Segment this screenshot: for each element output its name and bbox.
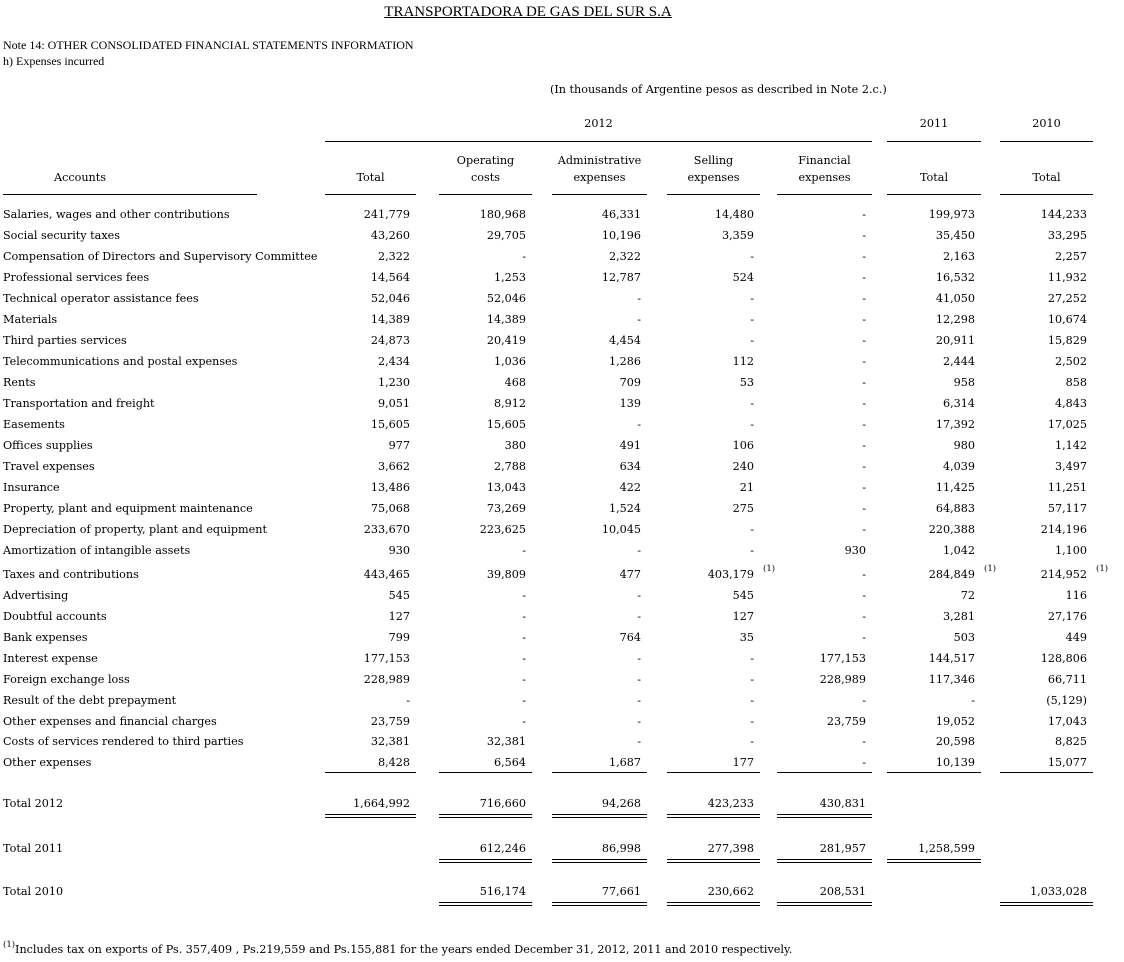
table-cell: - — [637, 610, 641, 623]
subtotal-rule-4 — [777, 772, 872, 773]
table-cell: - — [750, 397, 754, 410]
rule-2010 — [1000, 141, 1093, 142]
table-cell: - — [862, 756, 866, 769]
row-label: Salaries, wages and other contributions — [3, 208, 230, 221]
table-cell: - — [862, 355, 866, 368]
table-cell: - — [862, 271, 866, 284]
header-rule-3 — [667, 194, 760, 195]
table-cell: 4,843 — [1054, 397, 1087, 410]
table-cell: - — [862, 418, 866, 431]
table-cell: 117,346 — [928, 673, 975, 686]
subtotal-rule-2 — [552, 772, 647, 773]
table-cell: 930 — [388, 544, 410, 557]
table-cell: 233,670 — [363, 523, 410, 536]
subtotal-rule-5 — [887, 772, 981, 773]
total-cell: 1,258,599 — [918, 842, 975, 855]
table-cell: 17,392 — [935, 418, 975, 431]
row-label: Third parties services — [3, 334, 127, 347]
row-label: Advertising — [3, 589, 69, 602]
table-cell: 73,269 — [486, 502, 526, 515]
table-cell: 858 — [1065, 376, 1087, 389]
table-cell: 958 — [953, 376, 975, 389]
table-cell: - — [750, 694, 754, 707]
header-rule-5 — [887, 194, 981, 195]
total-double-rule — [1000, 902, 1093, 906]
table-cell: 4,454 — [608, 334, 641, 347]
table-cell: 17,025 — [1047, 418, 1087, 431]
table-cell: 980 — [953, 439, 975, 452]
footnote-text: Includes tax on exports of Ps. 357,409 , Ps.219,559 and Ps.155,881 for the years ended December 31, 2012, 2011 and 2010 respectively. — [15, 943, 793, 956]
table-cell: 228,989 — [363, 673, 410, 686]
table-cell: 275 — [732, 502, 754, 515]
table-cell: 545 — [388, 589, 410, 602]
table-cell: 35 — [739, 631, 754, 644]
table-cell: 1,253 — [493, 271, 526, 284]
total-double-rule — [667, 814, 760, 818]
row-label: Doubtful accounts — [3, 610, 107, 623]
table-cell: - — [862, 250, 866, 263]
footnote-marker: (1) — [3, 940, 16, 950]
row-label: Travel expenses — [3, 460, 95, 473]
table-cell: - — [862, 313, 866, 326]
table-cell: 32,381 — [370, 735, 410, 748]
table-cell: - — [750, 250, 754, 263]
table-cell: - — [522, 694, 526, 707]
table-cell: 72 — [960, 589, 975, 602]
footnote-ref: (1) — [984, 564, 997, 574]
table-cell: 524 — [732, 271, 754, 284]
table-cell: - — [637, 418, 641, 431]
table-cell: - — [637, 313, 641, 326]
total-cell: 281,957 — [819, 842, 866, 855]
table-cell: 39,809 — [486, 568, 526, 581]
table-cell: 4,039 — [942, 460, 975, 473]
table-cell: - — [522, 715, 526, 728]
table-cell: 764 — [619, 631, 641, 644]
table-cell: - — [971, 694, 975, 707]
table-cell: 6,564 — [493, 756, 526, 769]
rule-accounts — [3, 194, 257, 195]
table-cell: 32,381 — [486, 735, 526, 748]
table-cell: 2,322 — [377, 250, 410, 263]
table-cell: - — [522, 544, 526, 557]
table-cell: 199,973 — [928, 208, 975, 221]
table-cell: 24,873 — [370, 334, 410, 347]
row-label: Offices supplies — [3, 439, 93, 452]
table-cell: 1,100 — [1054, 544, 1087, 557]
year-header-2010: 2010 — [1032, 117, 1061, 130]
table-cell: 144,517 — [928, 652, 975, 665]
row-label: Property, plant and equipment maintenance — [3, 502, 253, 515]
table-cell: 139 — [619, 397, 641, 410]
table-cell: 634 — [619, 460, 641, 473]
table-cell: 1,042 — [942, 544, 975, 557]
table-cell: 127 — [388, 610, 410, 623]
table-cell: 20,911 — [935, 334, 975, 347]
table-cell: 116 — [1065, 589, 1087, 602]
table-cell: 1,142 — [1054, 439, 1087, 452]
table-cell: 1,286 — [608, 355, 641, 368]
table-cell: 41,050 — [935, 292, 975, 305]
table-cell: 127 — [732, 610, 754, 623]
table-cell: 3,497 — [1054, 460, 1087, 473]
column-header-3: Selling — [693, 154, 734, 167]
table-cell: 2,434 — [377, 355, 410, 368]
total-double-rule — [325, 814, 416, 818]
table-cell: 422 — [619, 481, 641, 494]
table-cell: 144,233 — [1040, 208, 1087, 221]
table-cell: 177,153 — [819, 652, 866, 665]
table-cell: 9,051 — [377, 397, 410, 410]
column-header-0: Total — [356, 171, 385, 184]
table-cell: - — [750, 292, 754, 305]
table-cell: - — [522, 652, 526, 665]
table-cell: - — [637, 292, 641, 305]
table-cell: - — [750, 313, 754, 326]
subtotal-rule-0 — [325, 772, 416, 773]
column-header-1: costs — [471, 171, 500, 184]
table-cell: 46,331 — [601, 208, 641, 221]
row-label: Foreign exchange loss — [3, 673, 130, 686]
table-cell: 19,052 — [935, 715, 975, 728]
table-cell: - — [750, 673, 754, 686]
total-double-rule — [552, 814, 647, 818]
table-cell: 8,428 — [377, 756, 410, 769]
table-cell: 223,625 — [479, 523, 526, 536]
table-cell: 16,532 — [935, 271, 975, 284]
table-cell: - — [862, 376, 866, 389]
table-cell: - — [637, 735, 641, 748]
table-cell: 53 — [739, 376, 754, 389]
total-cell: 208,531 — [819, 885, 866, 898]
row-label: Interest expense — [3, 652, 98, 665]
table-cell: 112 — [732, 355, 754, 368]
table-cell: 13,486 — [370, 481, 410, 494]
table-cell: - — [862, 502, 866, 515]
table-cell: - — [522, 631, 526, 644]
subtotal-rule-6 — [1000, 772, 1093, 773]
total-label: Total 2012 — [3, 797, 64, 810]
table-cell: 52,046 — [370, 292, 410, 305]
total-cell: 430,831 — [819, 797, 866, 810]
total-double-rule — [777, 814, 872, 818]
table-cell: 177 — [732, 756, 754, 769]
subtotal-rule-3 — [667, 772, 760, 773]
table-cell: 23,759 — [826, 715, 866, 728]
table-cell: 20,598 — [935, 735, 975, 748]
table-cell: 214,952 — [1040, 568, 1087, 581]
row-label: Depreciation of property, plant and equipment — [3, 523, 267, 536]
column-header-5: Total — [919, 171, 949, 184]
table-cell: - — [750, 544, 754, 557]
total-cell: 716,660 — [479, 797, 526, 810]
total-cell: 516,174 — [479, 885, 526, 898]
table-cell: 2,502 — [1054, 355, 1087, 368]
table-cell: 17,043 — [1047, 715, 1087, 728]
row-label: Bank expenses — [3, 631, 88, 644]
table-cell: 15,077 — [1047, 756, 1087, 769]
rule-2011 — [887, 141, 981, 142]
table-cell: 545 — [732, 589, 754, 602]
table-cell: 35,450 — [935, 229, 975, 242]
table-cell: 10,045 — [601, 523, 641, 536]
table-cell: 380 — [504, 439, 526, 452]
table-cell: 14,389 — [370, 313, 410, 326]
table-cell: - — [637, 544, 641, 557]
table-cell: - — [862, 208, 866, 221]
table-cell: 2,322 — [608, 250, 641, 263]
row-label: Rents — [3, 376, 36, 389]
table-cell: 2,163 — [942, 250, 975, 263]
table-cell: - — [862, 397, 866, 410]
table-cell: 23,759 — [370, 715, 410, 728]
table-cell: 468 — [504, 376, 526, 389]
table-cell: - — [750, 735, 754, 748]
row-label: Result of the debt prepayment — [3, 694, 177, 707]
table-cell: 21 — [739, 481, 754, 494]
subtotal-rule-1 — [439, 772, 532, 773]
table-cell: 14,389 — [486, 313, 526, 326]
total-double-rule — [439, 902, 532, 906]
table-cell: - — [750, 715, 754, 728]
table-cell: - — [862, 610, 866, 623]
table-cell: 228,989 — [819, 673, 866, 686]
table-cell: 443,465 — [363, 568, 410, 581]
row-label: Costs of services rendered to third parties — [3, 735, 244, 748]
table-cell: 13,043 — [486, 481, 526, 494]
table-cell: - — [862, 568, 866, 581]
table-cell: - — [862, 735, 866, 748]
table-cell: - — [637, 673, 641, 686]
total-cell: 612,246 — [479, 842, 526, 855]
note-title: Note 14: OTHER CONSOLIDATED FINANCIAL STATEMENTS INFORMATION — [3, 38, 414, 52]
column-header-4: expenses — [798, 171, 851, 184]
table-cell: - — [862, 292, 866, 305]
total-cell: 230,662 — [707, 885, 754, 898]
table-cell: - — [862, 460, 866, 473]
total-cell: 1,033,028 — [1030, 885, 1087, 898]
table-cell: 27,176 — [1047, 610, 1087, 623]
table-cell: 12,787 — [601, 271, 641, 284]
row-label: Easements — [3, 418, 65, 431]
table-cell: 3,359 — [721, 229, 754, 242]
table-cell: - — [862, 523, 866, 536]
column-header-6: Total — [1032, 171, 1061, 184]
column-header-2: expenses — [573, 171, 626, 184]
table-cell: 57,117 — [1047, 502, 1087, 515]
table-cell: 15,605 — [486, 418, 526, 431]
table-cell: 241,779 — [363, 208, 410, 221]
table-cell: - — [750, 523, 754, 536]
table-cell: 14,480 — [714, 208, 754, 221]
row-label: Insurance — [3, 481, 60, 494]
total-cell: 86,998 — [601, 842, 641, 855]
table-cell: 1,230 — [377, 376, 410, 389]
table-cell: 64,883 — [935, 502, 975, 515]
table-cell: 15,829 — [1047, 334, 1087, 347]
year-header-2012: 2012 — [584, 117, 613, 130]
table-cell: - — [637, 694, 641, 707]
table-cell: - — [637, 589, 641, 602]
table-cell: 75,068 — [370, 502, 410, 515]
table-cell: 66,711 — [1047, 673, 1087, 686]
table-cell: 43,260 — [370, 229, 410, 242]
row-label: Telecommunications and postal expenses — [3, 355, 238, 368]
table-cell: 27,252 — [1047, 292, 1087, 305]
table-cell: 14,564 — [370, 271, 410, 284]
table-cell: 240 — [732, 460, 754, 473]
footnote-ref: (1) — [763, 564, 776, 574]
table-cell: - — [862, 439, 866, 452]
header-rule-1 — [439, 194, 532, 195]
table-cell: 15,605 — [370, 418, 410, 431]
table-cell: 10,139 — [935, 756, 975, 769]
year-header-2011: 2011 — [919, 117, 949, 130]
note-subtitle: h) Expenses incurred — [3, 54, 105, 68]
table-cell: 10,196 — [601, 229, 641, 242]
total-double-rule — [439, 814, 532, 818]
table-cell: 29,705 — [486, 229, 526, 242]
total-cell: 423,233 — [707, 797, 754, 810]
column-header-3: expenses — [687, 171, 740, 184]
table-cell: 106 — [732, 439, 754, 452]
table-cell: 180,968 — [479, 208, 526, 221]
table-cell: 799 — [388, 631, 410, 644]
total-cell: 1,664,992 — [353, 797, 410, 810]
table-cell: 2,444 — [942, 355, 975, 368]
table-cell: 8,912 — [493, 397, 526, 410]
table-cell: 52,046 — [486, 292, 526, 305]
total-label: Total 2011 — [3, 842, 64, 855]
table-cell: 33,295 — [1047, 229, 1087, 242]
table-cell: 20,419 — [486, 334, 526, 347]
row-label: Professional services fees — [3, 271, 150, 284]
total-double-rule — [887, 859, 981, 863]
table-cell: 477 — [619, 568, 641, 581]
table-cell: - — [637, 652, 641, 665]
table-cell: 11,251 — [1047, 481, 1087, 494]
total-cell: 94,268 — [601, 797, 641, 810]
accounts-header: Accounts — [54, 171, 106, 184]
column-header-4: Financial — [798, 154, 851, 167]
table-cell: 6,314 — [942, 397, 975, 410]
header-rule-0 — [325, 194, 416, 195]
table-cell: - — [406, 694, 410, 707]
total-double-rule — [552, 902, 647, 906]
total-double-rule — [552, 859, 647, 863]
table-cell: 2,788 — [493, 460, 526, 473]
table-cell: - — [862, 334, 866, 347]
table-cell: 1,524 — [608, 502, 641, 515]
table-cell: 403,179 — [707, 568, 754, 581]
row-label: Technical operator assistance fees — [3, 292, 199, 305]
table-cell: 3,662 — [377, 460, 410, 473]
header-rule-6 — [1000, 194, 1093, 195]
table-cell: 220,388 — [928, 523, 975, 536]
row-label: Other expenses and financial charges — [3, 715, 217, 728]
table-cell: - — [750, 652, 754, 665]
row-label: Materials — [3, 313, 58, 326]
footnote-ref: (1) — [1096, 564, 1109, 574]
total-double-rule — [667, 859, 760, 863]
table-cell: 11,425 — [935, 481, 975, 494]
table-cell: - — [522, 610, 526, 623]
row-label: Amortization of intangible assets — [3, 544, 191, 557]
table-cell: - — [522, 250, 526, 263]
table-cell: 491 — [619, 439, 641, 452]
row-label: Taxes and contributions — [3, 568, 139, 581]
row-label: Other expenses — [3, 756, 92, 769]
table-cell: - — [522, 589, 526, 602]
column-header-1: Operating — [456, 154, 515, 167]
table-cell: - — [750, 418, 754, 431]
total-cell: 277,398 — [707, 842, 754, 855]
row-label: Compensation of Directors and Supervisory Committee — [3, 250, 318, 263]
table-cell: - — [750, 334, 754, 347]
table-cell: - — [637, 715, 641, 728]
table-cell: 3,281 — [942, 610, 975, 623]
table-cell: 709 — [619, 376, 641, 389]
table-cell: (5,129) — [1046, 694, 1087, 707]
rule-2012 — [325, 141, 872, 142]
total-label: Total 2010 — [3, 885, 64, 898]
table-cell: - — [862, 229, 866, 242]
table-cell: 214,196 — [1040, 523, 1087, 536]
table-cell: 503 — [953, 631, 975, 644]
table-cell: 2,257 — [1054, 250, 1087, 263]
table-cell: 284,849 — [928, 568, 975, 581]
units-note: (In thousands of Argentine pesos as described in Note 2.c.) — [550, 83, 887, 96]
table-cell: - — [522, 673, 526, 686]
total-double-rule — [777, 902, 872, 906]
table-cell: 930 — [844, 544, 866, 557]
table-cell: 1,036 — [493, 355, 526, 368]
table-cell: 449 — [1065, 631, 1087, 644]
table-cell: 177,153 — [363, 652, 410, 665]
total-double-rule — [667, 902, 760, 906]
row-label: Social security taxes — [3, 229, 121, 242]
table-cell: - — [862, 694, 866, 707]
table-cell: 8,825 — [1054, 735, 1087, 748]
table-cell: 10,674 — [1047, 313, 1087, 326]
table-cell: 1,687 — [608, 756, 641, 769]
table-cell: 12,298 — [935, 313, 975, 326]
column-header-2: Administrative — [557, 154, 642, 167]
company-title: TRANSPORTADORA DE GAS DEL SUR S.A — [384, 4, 672, 20]
table-cell: 128,806 — [1040, 652, 1087, 665]
table-cell: - — [862, 631, 866, 644]
footnote — [3, 940, 792, 956]
table-cell: 11,932 — [1047, 271, 1087, 284]
total-double-rule — [439, 859, 532, 863]
table-cell: - — [862, 481, 866, 494]
header-rule-4 — [777, 194, 872, 195]
total-cell: 77,661 — [601, 885, 641, 898]
total-double-rule — [777, 859, 872, 863]
table-cell: 977 — [388, 439, 410, 452]
row-label: Transportation and freight — [3, 397, 155, 410]
table-cell: - — [862, 589, 866, 602]
header-rule-2 — [552, 194, 647, 195]
